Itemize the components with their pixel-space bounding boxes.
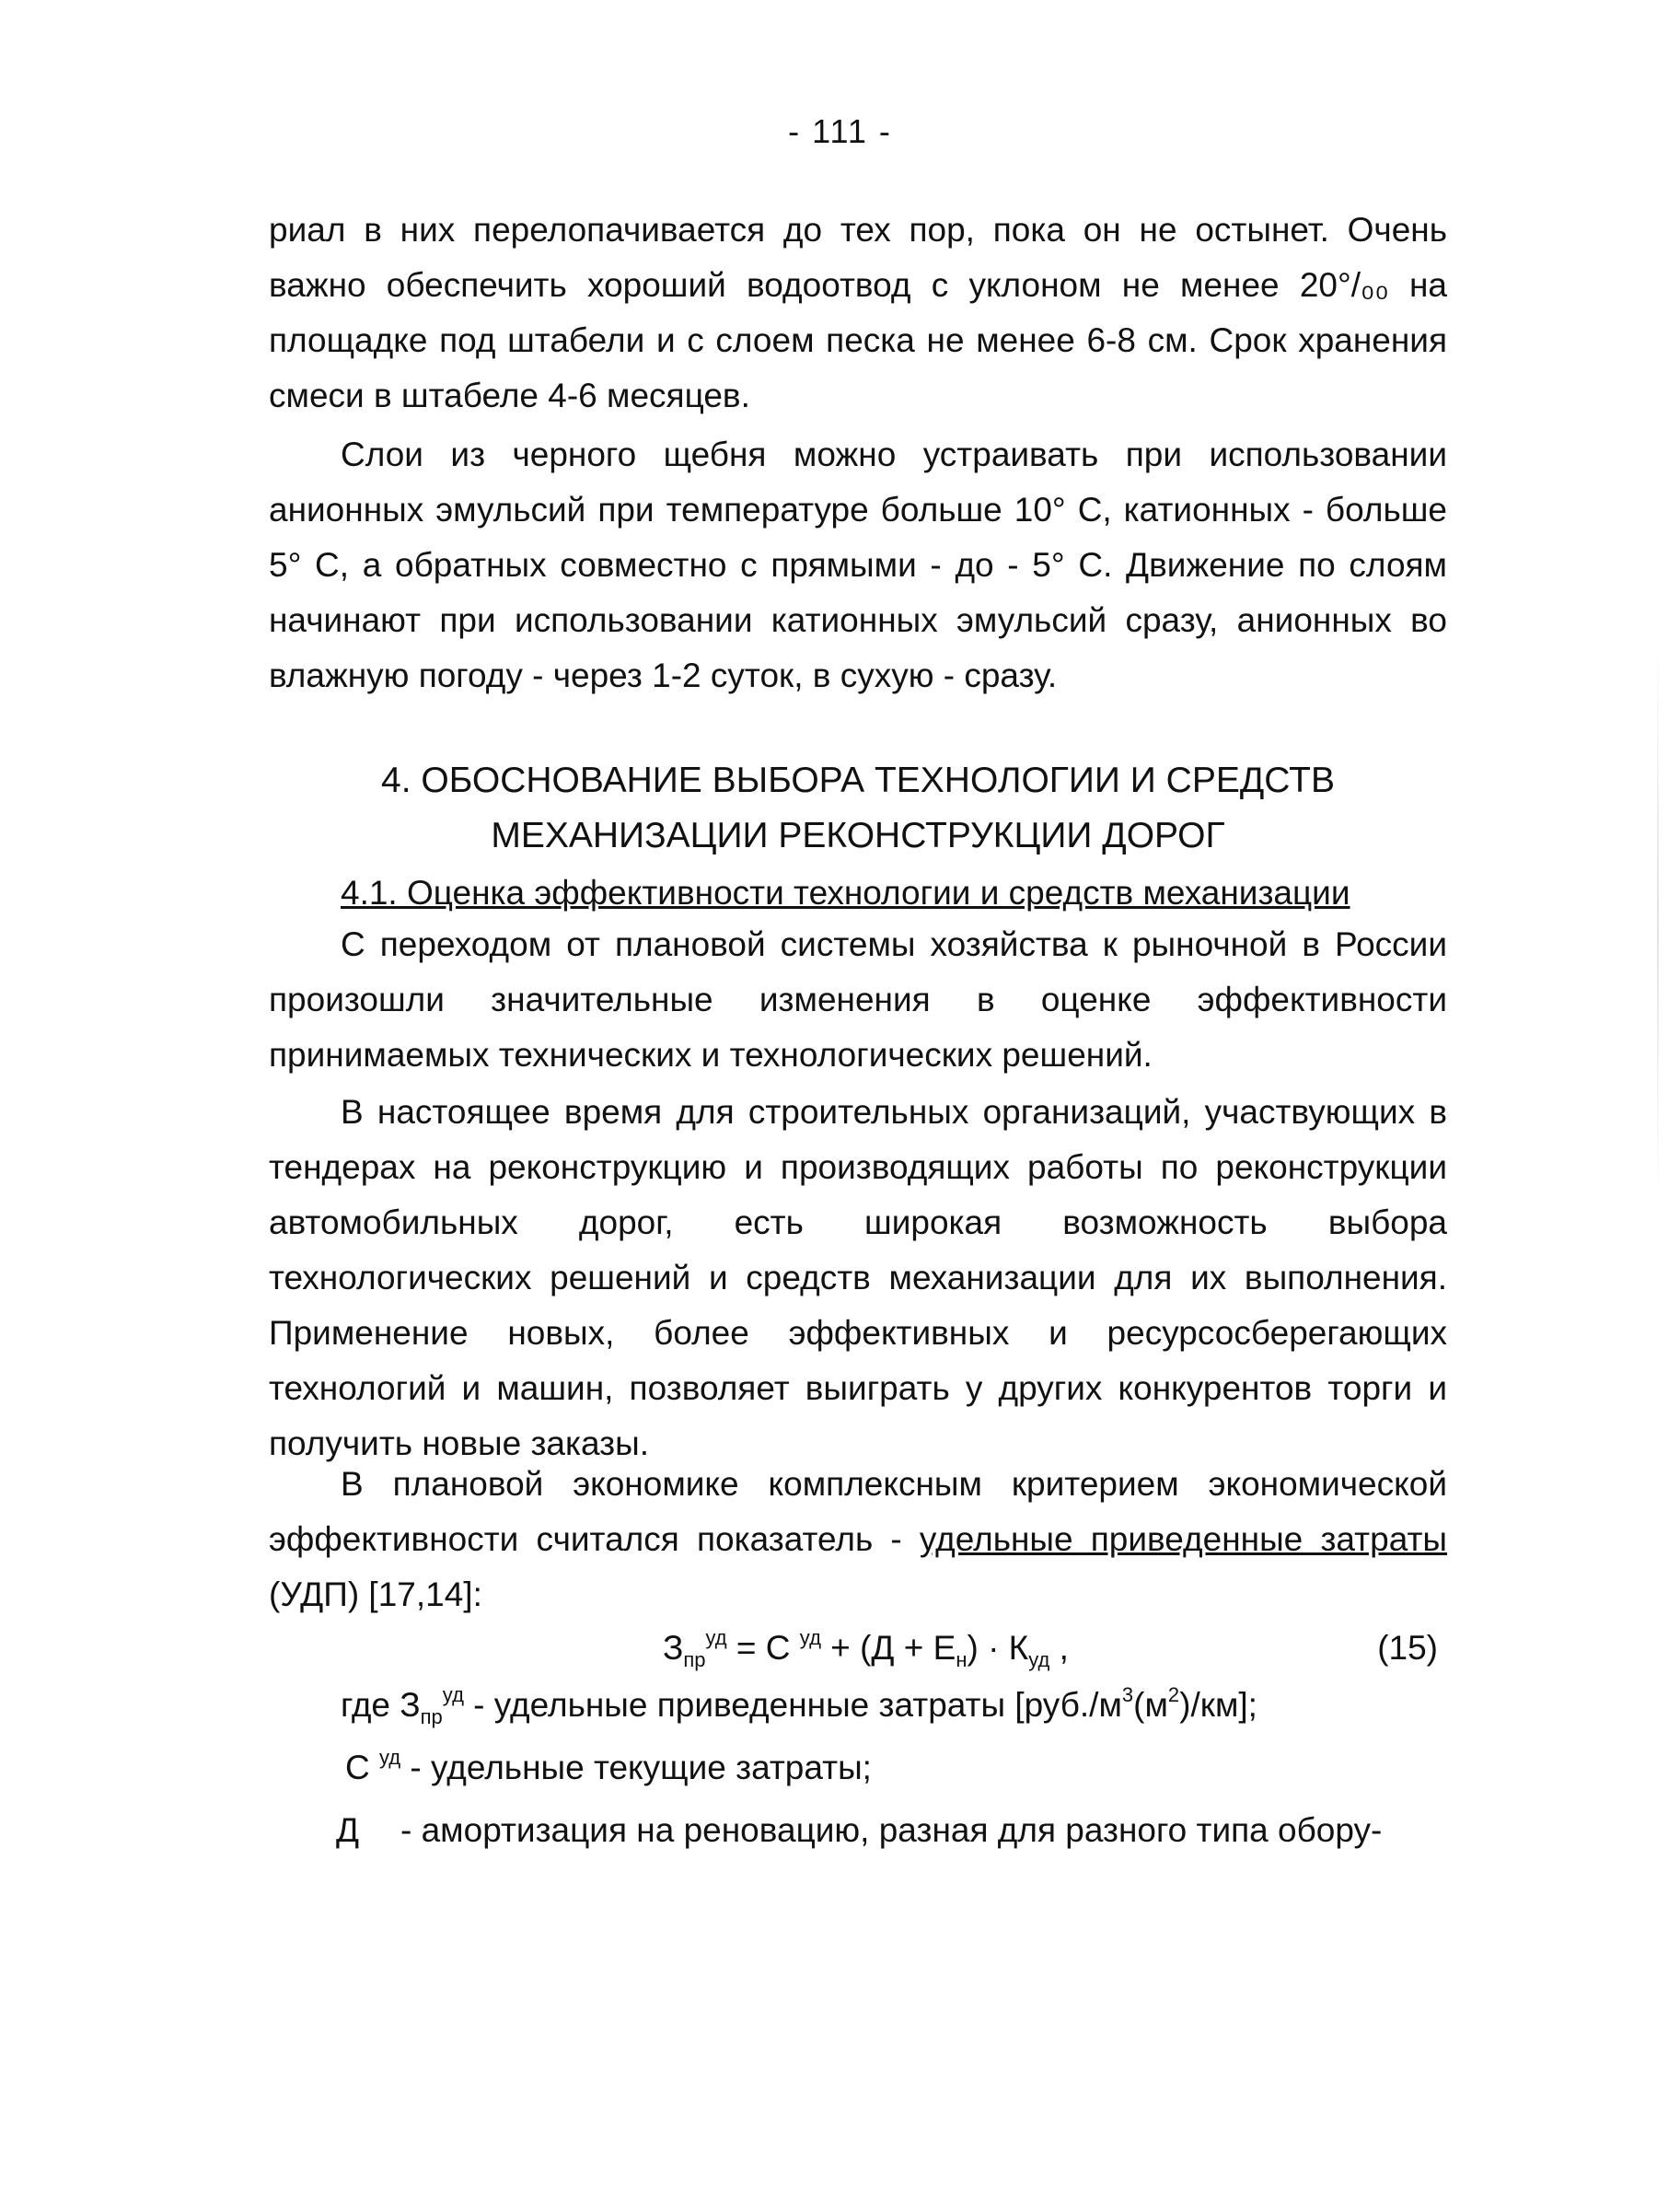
definition-current-costs bbox=[345, 1740, 872, 1796]
paragraph-market-transition bbox=[269, 917, 1447, 1083]
paragraph-text: риал в них перелопачивается до тех пор, пока он не остынет. Очень важно обеспечить хороший водоотвод с уклоном не менее 20°/₀₀ на площадке под штабели и с слоем песка не менее 6-8 см. Срок хранения смеси в штабеле 4-6 месяцев. bbox=[269, 211, 1447, 414]
formula-row bbox=[269, 1621, 1438, 1676]
definition-prefix: С bbox=[345, 1749, 379, 1786]
formula-part: + (Д + Е bbox=[820, 1629, 956, 1667]
subsection-heading: 4.1. Оценка эффективности технологии и средств механизации bbox=[341, 874, 1350, 912]
paragraph-text-before: В плановой экономике комплексным критерием экономической эффективности считался показатель - bbox=[269, 1465, 1447, 1558]
paragraph-continuation bbox=[269, 203, 1447, 424]
paragraph-text: С переходом от плановой системы хозяйства к рыночной в России произошли значительные изменения в оценке эффективности принимаемых технических и технологических решений. bbox=[269, 925, 1447, 1074]
scan-edge-mark bbox=[1657, 645, 1659, 1197]
paragraph-text: Слои из черного щебня можно устраивать при использовании анионных эмульсий при температуре больше 10° С, катионных - больше 5° С, а обратных совместно с прямыми - до - 5° С. Движение по слоям начинают при использовании катионных эмульсий сразу, анионных во влажную погоду - через 1-2 суток, в сухую - сразу. bbox=[269, 436, 1447, 694]
formula-superscript: уд bbox=[705, 1626, 727, 1649]
formula-subscript: пр bbox=[683, 1648, 706, 1671]
page-number: - 111 - bbox=[788, 112, 892, 150]
definition-text: - удельные текущие затраты; bbox=[400, 1749, 872, 1786]
formula-part: , bbox=[1049, 1629, 1069, 1667]
definition-prefix: где З bbox=[341, 1686, 421, 1724]
definition-text: )/км]; bbox=[1179, 1686, 1257, 1724]
definition-symbol: Д bbox=[336, 1811, 360, 1849]
underlined-term: удельные приведенные затраты bbox=[919, 1520, 1447, 1558]
formula-number: (15) bbox=[1377, 1629, 1438, 1667]
formula-subscript: уд bbox=[1028, 1648, 1050, 1671]
formula-15 bbox=[663, 1621, 1069, 1676]
definition-superscript: 3 bbox=[1121, 1683, 1134, 1706]
formula-part: = С bbox=[726, 1629, 800, 1667]
formula-part: ) · К bbox=[967, 1629, 1029, 1667]
definition-superscript: 2 bbox=[1167, 1683, 1180, 1706]
definition-text: - удельные приведенные затраты [руб./м bbox=[463, 1686, 1122, 1724]
paragraph-text bbox=[269, 1457, 1447, 1622]
definition-superscript: уд bbox=[379, 1746, 401, 1769]
definition-text: - амортизация на реновацию, разная для разного типа обору- bbox=[400, 1811, 1383, 1849]
definition-superscript: уд bbox=[442, 1683, 464, 1706]
formula-subscript: н bbox=[956, 1648, 967, 1671]
paragraph-tenders bbox=[269, 1085, 1447, 1471]
paragraph-planned-economy bbox=[269, 1457, 1447, 1622]
definition-subscript: пр bbox=[420, 1705, 443, 1728]
paragraph-black-gravel bbox=[269, 427, 1447, 703]
definition-text: (м bbox=[1133, 1686, 1168, 1724]
section-heading: 4. ОБОСНОВАНИЕ ВЫБОРА ТЕХНОЛОГИИ И СРЕДСТВ МЕХАНИЗАЦИИ РЕКОНСТРУКЦИИ ДОРОГ bbox=[381, 761, 1335, 855]
paragraph-text: В настоящее время для строительных организаций, участвующих в тендерах на реконструкцию и производящих работы по реконструкции автомобильных дорог, есть широкая возможность выбора технологических решений и средств механизации для их выполнения. Применение новых, более эффективных и ресурсосберегающих технологий и машин, позволяет выиграть у других конкурентов торги и получить новые заказы. bbox=[269, 1093, 1447, 1462]
formula-symbol: З bbox=[663, 1629, 684, 1667]
definition-reduced-costs bbox=[341, 1678, 1257, 1733]
formula-superscript: уд bbox=[799, 1626, 821, 1649]
paragraph-text-after: (УДП) [17,14]: bbox=[269, 1575, 482, 1613]
definition-depreciation bbox=[336, 1803, 1445, 1858]
